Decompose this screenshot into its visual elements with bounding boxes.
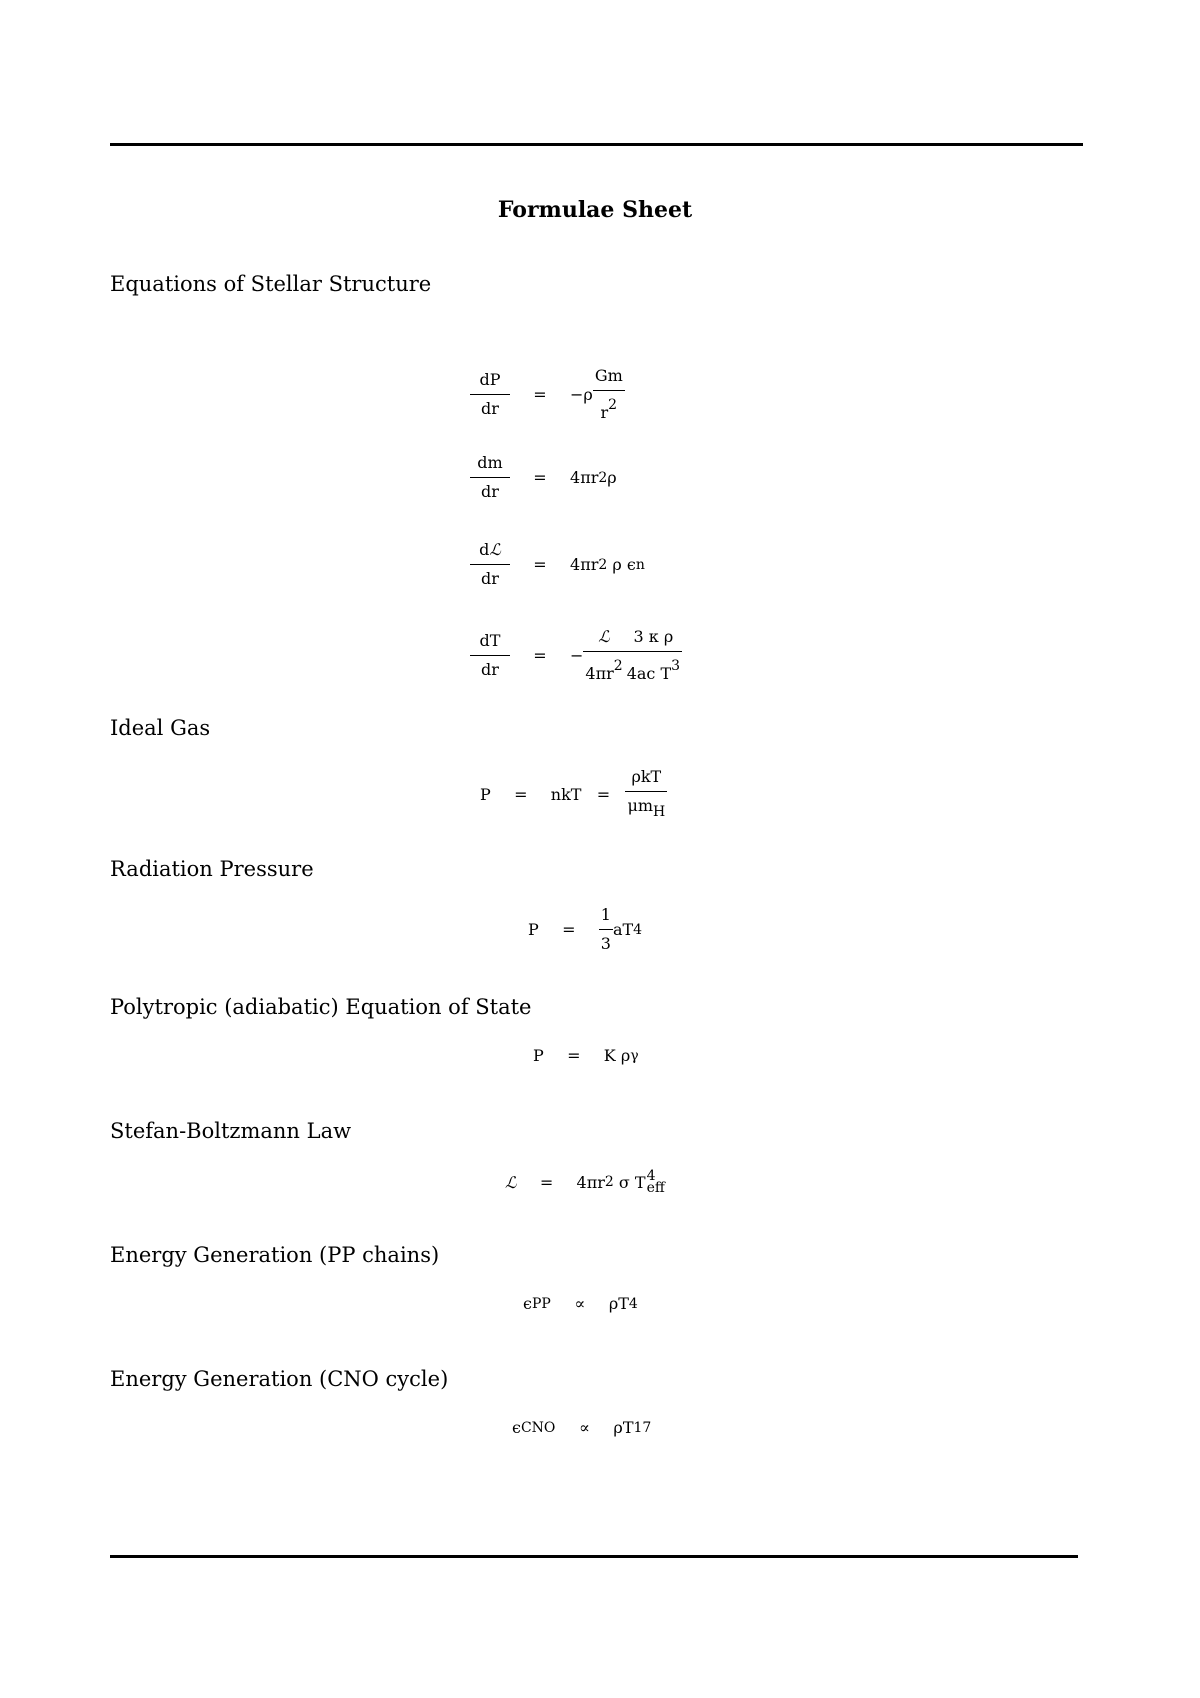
equation-stefan-boltzmann: ℒ = 4 π r 2 σ T 4 eff	[505, 1168, 665, 1196]
top-rule	[110, 143, 1083, 146]
section-heading-cno-cycle: Energy Generation (CNO cycle)	[110, 1367, 449, 1391]
section-heading-stellar-structure: Equations of Stellar Structure	[110, 272, 432, 296]
section-heading-ideal-gas: Ideal Gas	[110, 716, 211, 740]
section-heading-polytropic: Polytropic (adiabatic) Equation of State	[110, 995, 532, 1019]
equation-radiative-transport: $\frac{dT}{dr}$ = − $\frac{\text{ℒ}}{4\pi r^2}$ $\frac{\text{3 κ ρ}}{4ac T^3}$	[470, 623, 682, 688]
equation-pp-chains: ϵ PP ∝ ρ T 4	[523, 1294, 638, 1313]
lhs-fraction: $\frac{dP}{dr}$	[470, 366, 510, 423]
equation-energy-generation: $\frac{\text{dℒ}}{dr}$ = 4 π r 2 ρ ϵ n	[470, 536, 645, 593]
equation-mass-continuity: $\frac{dm}{dr}$ = 4 π r 2 ρ	[470, 449, 617, 506]
section-heading-stefan-boltzmann: Stefan-Boltzmann Law	[110, 1119, 352, 1143]
bottom-rule	[110, 1555, 1078, 1558]
equation-cno-cycle: ϵ CNO ∝ ρ T 17	[512, 1418, 652, 1437]
equation-ideal-gas: P = nkT = $\frac{\text{ρkT}}{\mu m_H}$	[480, 763, 667, 826]
section-heading-pp-chains: Energy Generation (PP chains)	[110, 1243, 440, 1267]
rhs-expression: − ρ $\frac{Gm}{r^2}$	[570, 362, 625, 427]
equals-sign: =	[533, 385, 547, 404]
section-heading-radiation-pressure: Radiation Pressure	[110, 857, 314, 881]
page-title: Formulae Sheet	[497, 197, 693, 223]
equation-radiation-pressure: P = $\frac{1}{3}$ a T 4	[528, 901, 642, 958]
equation-hydrostatic-equilibrium	[470, 362, 625, 427]
equation-polytropic: P = K ρ γ	[533, 1046, 639, 1065]
